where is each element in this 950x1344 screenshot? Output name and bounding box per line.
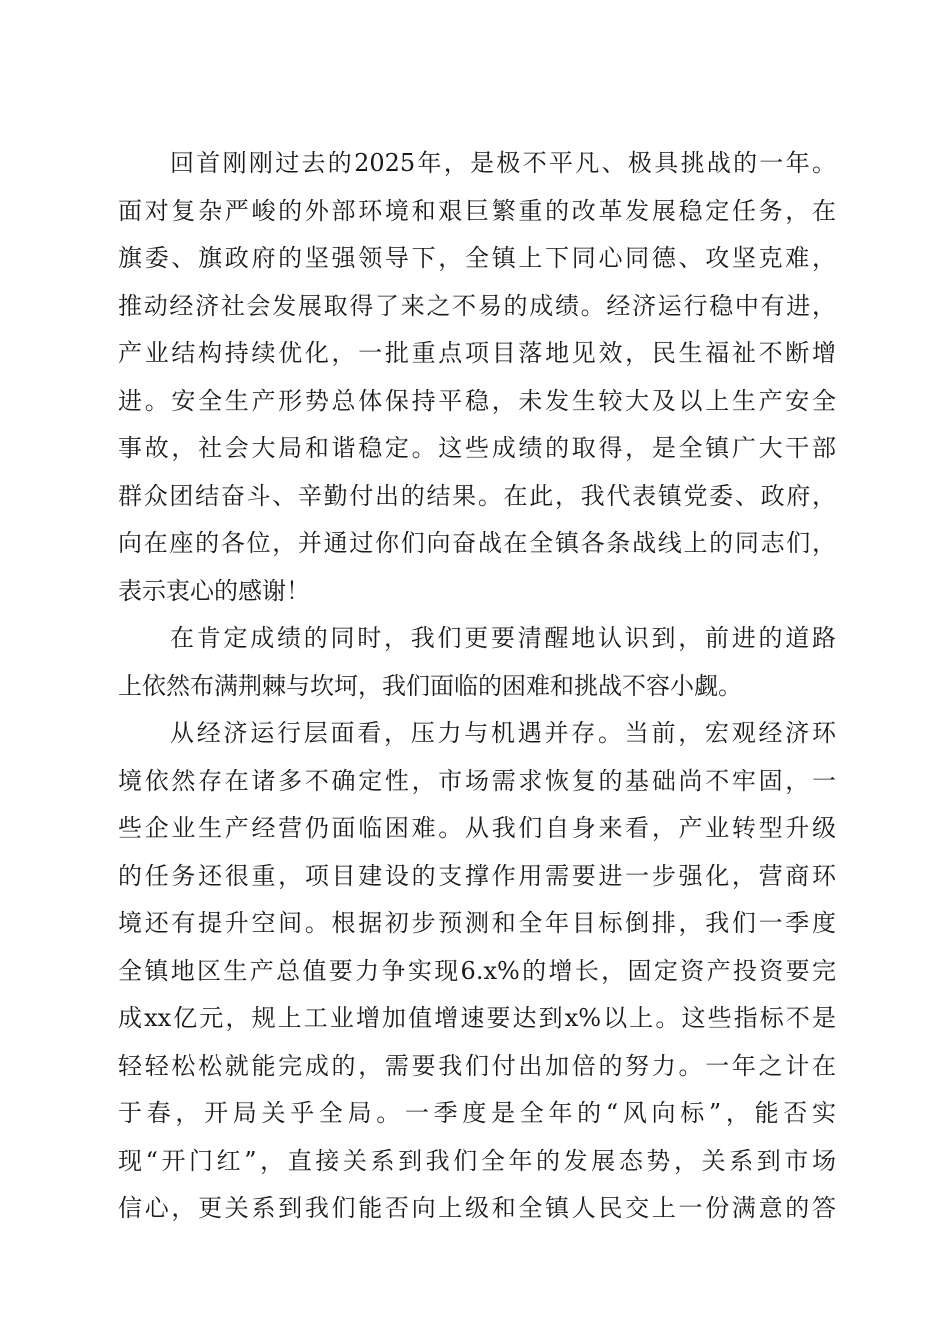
paragraph-1-line-4: 推动经济社会发展取得了来之不易的成绩。经济运行稳中有进， — [118, 291, 836, 320]
paragraph-1-line-3: 旗委、旗政府的坚强领导下，全镇上下同心同德、攻坚克难， — [118, 244, 836, 272]
paragraph-1-line-10: 表示衷心的感谢！ — [118, 576, 310, 605]
paragraph-1-line-2: 面对复杂严峻的外部环境和艰巨繁重的改革发展稳定任务，在 — [118, 196, 836, 225]
paragraph-3-line-9: 于春，开局关乎全局。一季度是全年的“风向标”，能否实 — [118, 1099, 836, 1127]
paragraph-3-line-2: 境依然存在诸多不确定性，市场需求恢复的基础尚不牢固，一 — [118, 766, 836, 795]
paragraph-3-line-10: 现“开门红”，直接关系到我们全年的发展态势，关系到市场 — [118, 1146, 836, 1175]
paragraph-3-line-3: 些企业生产经营仍面临困难。从我们自身来看，产业转型升级 — [118, 814, 836, 842]
paragraph-1-line-9: 向在座的各位，并通过你们向奋战在全镇各条战线上的同志们， — [118, 529, 836, 557]
paragraph-3-line-8: 轻轻松松就能完成的，需要我们付出加倍的努力。一年之计在 — [118, 1051, 836, 1080]
paragraph-1-line-8: 群众团结奋斗、辛勤付出的结果。在此，我代表镇党委、政府， — [118, 481, 836, 510]
paragraph-3-line-6: 全镇地区生产总值要力争实现6.x%的增长，固定资产投资要完 — [118, 956, 836, 985]
paragraph-1-line-1: 回首刚刚过去的2025年，是极不平凡、极具挑战的一年。 — [170, 149, 836, 177]
body-text — [118, 140, 836, 1233]
paragraph-3-line-4: 的任务还很重，项目建设的支撑作用需要进一步强化，营商环 — [118, 861, 836, 890]
paragraph-3-line-7: 成xx亿元，规上工业增加值增速要达到x%以上。这些指标不是 — [118, 1004, 836, 1032]
paragraph-3-line-11: 信心，更关系到我们能否向上级和全镇人民交上一份满意的答 — [118, 1194, 836, 1222]
paragraph-1-line-6: 进。安全生产形势总体保持平稳，未发生较大及以上生产安全 — [118, 386, 836, 415]
paragraph-2-line-1: 在肯定成绩的同时，我们更要清醒地认识到，前进的道路 — [170, 624, 836, 652]
paragraph-1-line-5: 产业结构持续优化，一批重点项目落地见效，民生福祉不断增 — [118, 339, 836, 367]
paragraph-2-line-2: 上依然布满荆棘与坎坷，我们面临的困难和挑战不容小觑。 — [118, 671, 742, 700]
paragraph-1-line-7: 事故，社会大局和谐稳定。这些成绩的取得，是全镇广大干部 — [118, 434, 836, 462]
paragraph-3-line-1: 从经济运行层面看，压力与机遇并存。当前，宏观经济环 — [170, 719, 836, 747]
paragraph-3-line-5: 境还有提升空间。根据初步预测和全年目标倒排，我们一季度 — [118, 909, 836, 937]
